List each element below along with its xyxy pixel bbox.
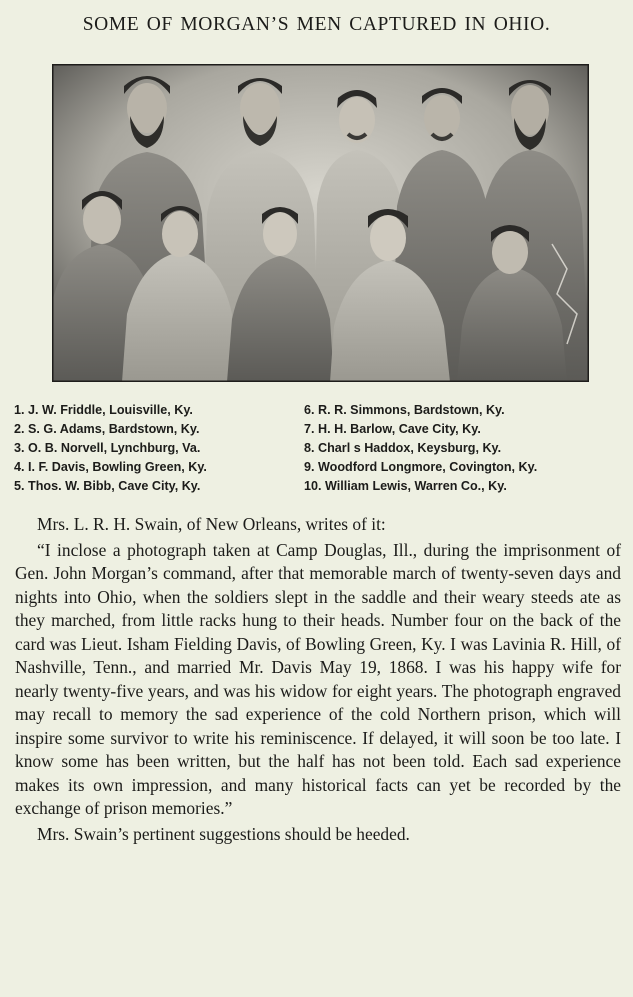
group-photograph (52, 64, 589, 382)
article-intro: Mrs. L. R. H. Swain, of New Orleans, writes of it: (37, 514, 386, 534)
caption-item: 2. S. G. Adams, Bardstown, Ky. (14, 422, 200, 436)
article-body (15, 513, 621, 846)
page-title: SOME OF MORGAN’S MEN CAPTURED IN OHIO. (82, 14, 551, 35)
caption-item: 9. Woodford Longmore, Covington, Ky. (304, 460, 538, 474)
article-closing: Mrs. Swain’s pertinent suggestions should be heeded. (37, 823, 410, 844)
caption-item: 8. Charl s Haddox, Keysburg, Ky. (304, 441, 502, 455)
caption-item: 10. William Lewis, Warren Co., Ky. (304, 479, 507, 493)
caption-item: 5. Thos. W. Bibb, Cave City, Ky. (14, 479, 201, 493)
captions-left-column (14, 401, 304, 496)
caption-item: 4. I. F. Davis, Bowling Green, Ky. (14, 460, 207, 474)
caption-item: 7. H. H. Barlow, Cave City, Ky. (304, 422, 481, 436)
captions-right-column (304, 401, 624, 496)
caption-item: 1. J. W. Friddle, Louisville, Ky. (14, 403, 193, 417)
caption-item: 6. R. R. Simmons, Bardstown, Ky. (304, 403, 505, 417)
article-quote: “I inclose a photograph taken at Camp Douglas, Ill., during the imprisonment of Gen. John Morgan’s command, after that memorable march of twenty-seven days and nights into Ohio, when the soldiers slept in the saddle and their weary steeds ate as they marched, from little racks hung to their heads. Number four on the back of the card was Lieut. Isham Fielding Davis, of Bowling Green, Ky. I was Lavinia R. Hill, of Nashville, Tenn., and married Mr. Davis May 19, 1868. I was his happy wife for nearly twenty-five years, and was his widow for eight years. The photograph engraved may recall to memory the sad experience of the cold Northern prison, which will inspire some survivor to write his reminiscence. If delayed, it will soon be too late. I know some has been written, but the half has not been told. Each sad experience makes its own impression, and many historical facts can yet be recorded by the exchange of prison memories.” (15, 539, 621, 818)
caption-item: 3. O. B. Norvell, Lynchburg, Va. (14, 441, 201, 455)
